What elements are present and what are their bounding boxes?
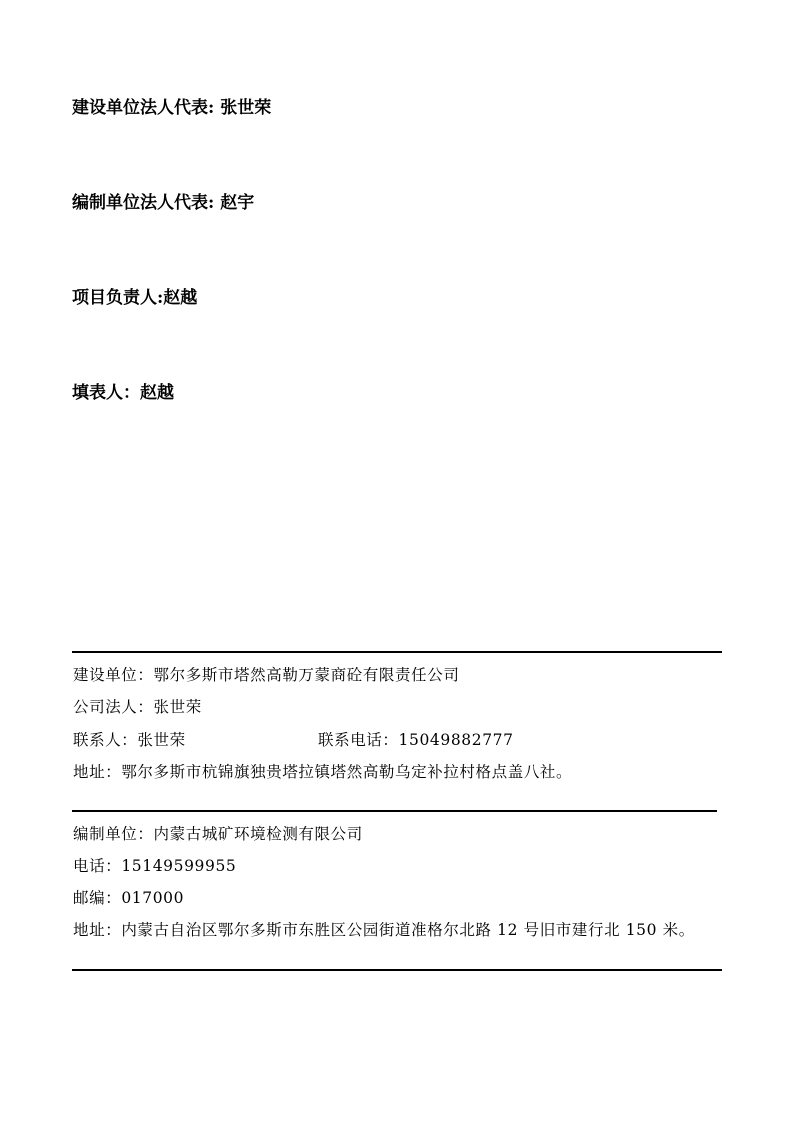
compiler-address-line (73, 920, 695, 940)
contact-phone-label: 联系电话： (318, 731, 399, 749)
project-lead-line (72, 287, 197, 309)
divider-top (72, 651, 722, 653)
compiler-postcode-label: 邮编： (73, 889, 122, 907)
compiler-unit-label: 编制单位： (73, 825, 154, 843)
compiler-postcode-value: 017000 (121, 889, 185, 907)
compiler-address-value: 内蒙古自治区鄂尔多斯市东胜区公园街道准格尔北路 12 号旧市建行北 150 米。 (121, 921, 695, 939)
project-lead-label: 项目负责人: (72, 288, 164, 308)
project-lead-name: 赵越 (163, 288, 198, 308)
builder-legal-rep-label: 建设单位法人代表: (72, 98, 215, 118)
company-legal-line (73, 697, 202, 717)
compiler-legal-rep-line (72, 192, 254, 214)
compiler-phone-line (73, 856, 236, 876)
builder-address-label: 地址： (73, 763, 122, 781)
compiler-unit-line (73, 824, 363, 844)
builder-address-line (73, 762, 572, 782)
compiler-address-label: 地址： (73, 921, 122, 939)
contact-line (73, 730, 514, 750)
form-filler-label: 填表人： (72, 383, 140, 403)
builder-address-value: 鄂尔多斯市杭锦旗独贵塔拉镇塔然高勒乌定补拉村格点盖八社。 (121, 763, 573, 781)
contact-person-value: 张世荣 (137, 731, 186, 749)
form-filler-name: 赵越 (140, 383, 174, 403)
contact-person-group (73, 730, 318, 750)
compiler-phone-value: 15149599955 (121, 857, 237, 875)
form-filler-line (72, 382, 174, 404)
contact-person-label: 联系人： (73, 731, 138, 749)
compiler-phone-label: 电话： (73, 857, 122, 875)
compiler-unit-value: 内蒙古城矿环境检测有限公司 (153, 825, 363, 843)
compiler-legal-rep-label: 编制单位法人代表: (72, 193, 215, 213)
builder-legal-rep-name: 张世荣 (220, 98, 272, 118)
contact-phone-value: 15049882777 (398, 731, 514, 749)
divider-middle (72, 810, 717, 812)
builder-unit-label: 建设单位： (73, 666, 154, 684)
builder-unit-value: 鄂尔多斯市塔然高勒万蒙商砼有限责任公司 (153, 666, 460, 684)
builder-legal-rep-line (72, 97, 271, 119)
divider-bottom (72, 969, 722, 971)
builder-unit-line (73, 665, 459, 685)
company-legal-label: 公司法人： (73, 698, 154, 716)
company-legal-value: 张世荣 (153, 698, 202, 716)
compiler-postcode-line (73, 888, 184, 908)
compiler-legal-rep-name: 赵宇 (220, 193, 255, 213)
